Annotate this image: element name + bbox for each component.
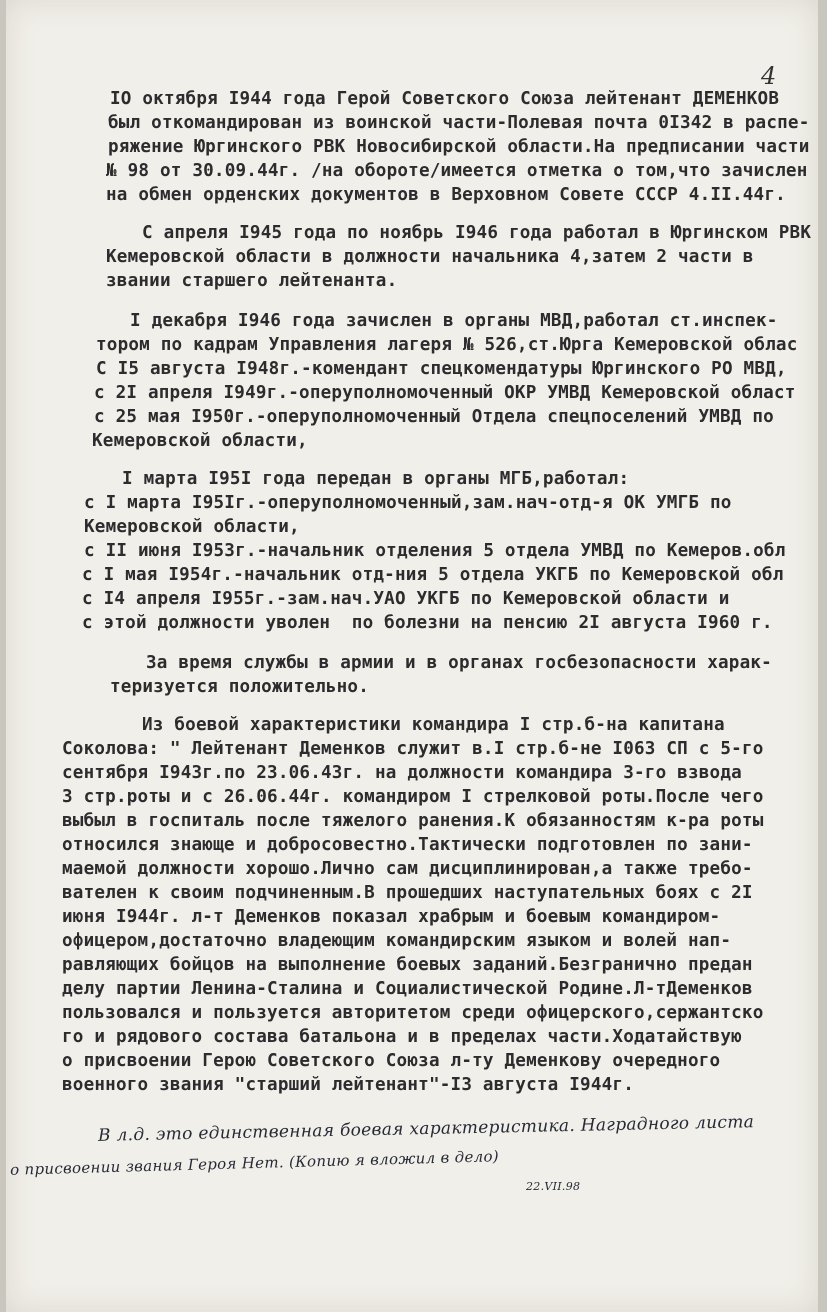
text-line: был откомандирован из воинской части-Полевая почта 0I342 в распе- — [108, 113, 810, 133]
text-line: I декабря I946 года зачислен в органы МВД,работал ст.инспек- — [130, 311, 778, 331]
text-line: ряжение Юргинского РВК Новосибирской области.На предписании части — [108, 137, 810, 157]
text-line: За время службы в армии и в органах госбезопасности харак- — [146, 653, 772, 673]
text-line: Кемеровской области, — [84, 517, 300, 537]
text-line: с II июня I953г.-начальник отделения 5 отдела УМВД по Кемеров.обл — [84, 541, 786, 561]
text-line: Соколова: " Лейтенант Деменков служит в.I стр.б-не I063 СП с 5-го — [62, 739, 764, 759]
text-line: тором по кадрам Управления лагеря № 526,ст.Юрга Кемеровской облас — [96, 335, 798, 355]
text-line: I марта I95I года передан в органы МГБ,работал: — [122, 469, 630, 489]
text-line: сентября I943г.по 23.06.43г. на должности командира 3-го взвода — [62, 763, 742, 783]
text-line: с I мая I954г.-начальник отд-ния 5 отдела УКГБ по Кемеровской обл — [82, 565, 784, 585]
text-line: пользовался и пользуется авторитетом среди офицерского,сержантско — [62, 1003, 764, 1023]
text-line: С I5 августа I948г.-комендант спецкомендатуры Юргинского РО МВД, — [96, 359, 787, 379]
text-line: делу партии Ленина-Сталина и Социалистической Родине.Л-тДеменков — [62, 979, 753, 999]
text-line: звании старшего лейтенанта. — [106, 271, 398, 291]
handwritten-line: о присвоении звания Героя Нет. (Копию я вложил в дело) — [9, 1147, 500, 1179]
text-line: с 2I апреля I949г.-оперуполномоченный ОКР УМВД Кемеровской област — [94, 383, 796, 403]
text-line: с I4 апреля I955г.-зам.нач.УАО УКГБ по Кемеровской области и — [82, 589, 730, 609]
text-line: 3 стр.роты и с 26.06.44г. командиром I стрелковой роты.После чего — [62, 787, 764, 807]
text-line: относился знающе и добросовестно.Тактически подготовлен по зани- — [62, 835, 753, 855]
text-line: с 25 мая I950г.-оперуполномоченный Отдела спецпоселений УМВД по — [94, 407, 774, 427]
text-line: Кемеровской области, — [92, 431, 308, 451]
text-line: № 98 от 30.09.44г. /на обороте/имеется отметка о том,что зачислен — [106, 161, 808, 181]
text-line: на обмен орденских документов в Верховном Совете СССР 4.II.44г. — [106, 185, 786, 205]
document-page — [6, 0, 818, 1312]
text-line: равляющих бойцов на выполнение боевых заданий.Безгранично предан — [62, 955, 753, 975]
page-number: 4 — [761, 62, 777, 90]
text-line: С апреля I945 года по ноябрь I946 года работал в Юргинском РВК — [142, 223, 812, 243]
text-line: с I марта I95Iг.-оперуполномоченный,зам.нач-отд-я ОК УМГБ по — [84, 493, 732, 513]
text-line: маемой должности хорошо.Лично сам дисциплинирован,а также требо- — [62, 859, 753, 879]
text-line: вателен к своим подчиненным.В прошедших наступательных боях с 2I — [62, 883, 753, 903]
text-line: военного звания "старший лейтенант"-I3 августа I944г. — [62, 1075, 634, 1095]
text-line: Из боевой характеристики командира I стр.б-на капитана — [142, 715, 725, 735]
text-line: теризуется положительно. — [110, 677, 370, 697]
text-line: выбыл в госпиталь после тяжелого ранения.К обязанностям к-ра роты — [62, 811, 764, 831]
text-line: с этой должности уволен по болезни на пенсию 2I августа I960 г. — [82, 613, 773, 633]
handwritten-line: В л.д. это единственная боевая характеристика. Наградного листа — [97, 1112, 755, 1146]
text-line: о присвоении Герою Советского Союза л-ту Деменкову очередного — [62, 1051, 721, 1071]
handwritten-date: 22.VII.98 — [526, 1180, 581, 1193]
text-line: июня I944г. л-т Деменков показал храбрым и боевым командиром- — [62, 907, 721, 927]
text-line: IO октября I944 года Герой Советского Союза лейтенант ДЕМЕНКОВ — [110, 89, 780, 109]
text-line: го и рядового состава батальона и в пределах части.Ходатайствую — [62, 1027, 742, 1047]
text-line: офицером,достаточно владеющим командирским языком и волей нап- — [62, 931, 732, 951]
text-line: Кемеровской области в должности начальника 4,затем 2 части в — [106, 247, 754, 267]
